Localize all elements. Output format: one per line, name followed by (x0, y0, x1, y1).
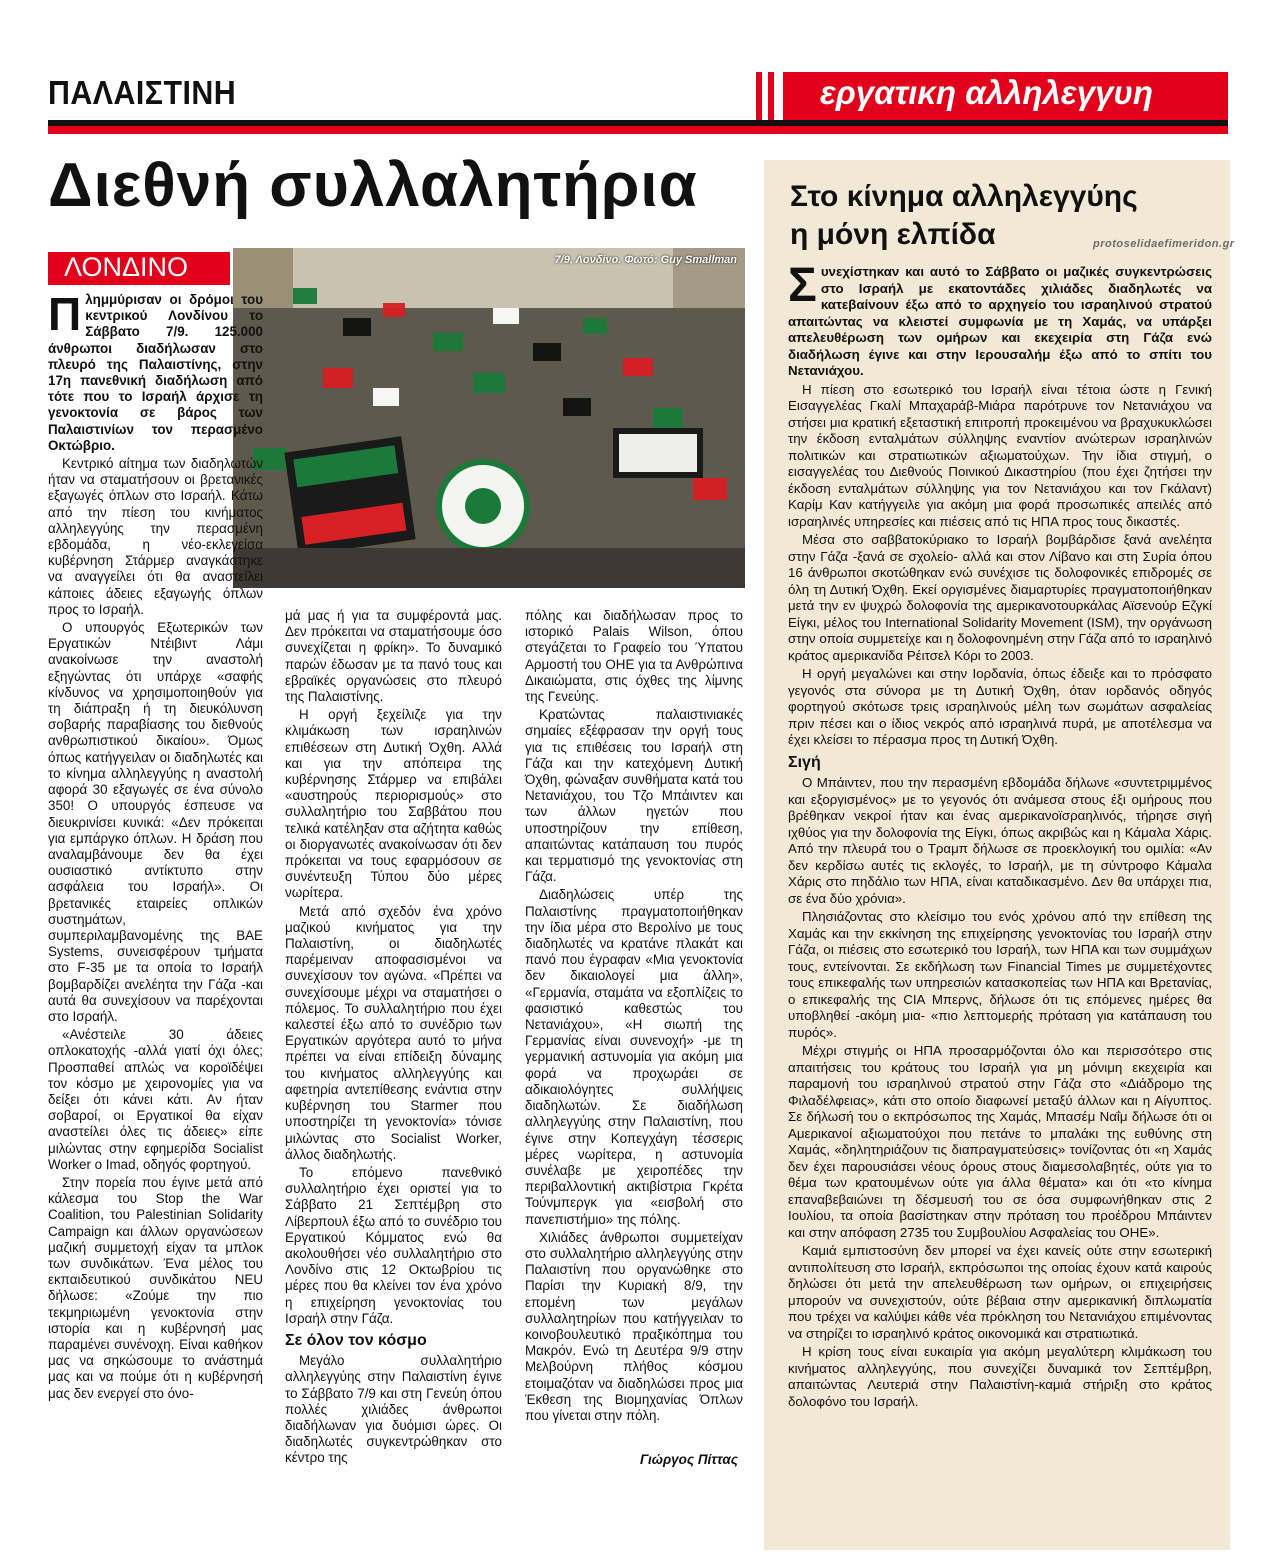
article-headline: Διεθνή συλλαλητήρια (48, 151, 698, 220)
article-paragraph: Διαδηλώσεις υπέρ της Παλαιστίνης πραγματοποιήθηκαν την ίδια μέρα στο Βερολίνο με τους διαδηλωτές να κρατάνε πλακάτ και πανό που έγραφαν «Μια γενοκτονία δεν δικαιολογεί μια άλλη», «Γερμανία, σταμάτα να εξοπλίζεις το φασιστικό καθεστώς του Νετανιάχου», «Η σιωπή της Γερμανίας είναι συνενοχή» -με τη γερμανική αστυνομία για ακόμη μια φορά να προχωράει σε αδικαιολόγητες συλλήψεις διαδηλωτών. Σε διαδήλωση αλληλεγγύης στην Παλαιστίνη, που έγινε στην Κοπεγχάγη τέσσερις μέρες νωρίτερα, η αστυνομία συνέλαβε με χειροπέδες την περιβαλλοντική ακτιβίστρια Γκρέτα Τούνμπεργκ για «εισβολή στο πανεπιστήμιο» της πόλης. (525, 887, 743, 1227)
article-dropcap: Π (48, 288, 82, 340)
article-paragraph: Μεγάλο συλλαλητήριο αλληλεγγύης στην Παλαιστίνη έγινε το Σάββατο 7/9 και στη Γενεύη όπου πολλές χιλιάδες άνθρωποι διαδήλωναν για δυόμισι ώρες. Οι διαδηλωτές συγκεντρώθηκαν στο κέντρο της (285, 1353, 502, 1466)
sidebar-title-line-2: η μόνη ελπίδα (790, 218, 996, 251)
newspaper-name: εργατικη αλληλεγγυη (820, 74, 1154, 111)
sidebar-paragraph: Μέσα στο σαββατοκύριακο το Ισραήλ βομβάρδισε ξανά ανελέητα στην Γάζα -ξανά σε σχολείο- αλλά και στον Λίβανο και στη Συρία όπου 16 άνθρωποι σκοτώθηκαν ενώ συνέχισε τις δολοφονικές επιδρομές σε όλη τη Δυτική Όχθη. Εκεί οργισμένες διαμαρτυρίες πραγματοποιήθηκαν μετά την εν ψυχρώ δολοφονία της αμερικανοτουρκάλας Αϊσενούρ Εζγκί Είγκι, μέλος του International Solidarity Movement (ISM), την οργάνωση στην οποία συμμετείχε και η δολοφονημένη στην Γάζα από το ισραηλινό κράτος αμερικανίδα Ρέιτσελ Κόρι το 2003. (788, 532, 1212, 663)
article-paragraph: Το επόμενο πανεθνικό συλλαλητήριο έχει οριστεί για το Σάββατο 21 Σεπτέμβρη στο Λίβερπουλ έξω από το συνέδριο του Εργατικού Κόμματος ενώ θα ακολουθήσει νέο συλλαλητήριο στο Λονδίνο στις 12 Οκτωβρίου τις μέρες που θα κλείνει τον ένα χρόνο η επιχείρηση γενοκτονίας του Ισραήλ στην Γάζα. (285, 1164, 502, 1326)
article-paragraph: Μετά από σχεδόν ένα χρόνο μαζικού κινήματος για την Παλαιστίνη, οι διαδηλωτές παρέμειναν αποφασισμένοι να συνεχίσουν τον αγώνα. «Πρέπει να συνεχίσουμε μέχρι να σταματήσει ο πόλεμος. Το συλλαλητήριο που έχει καλεστεί έξω από το συνέδριο των Εργατικών αργότερα αυτό το μήνα πρέπει να είναι επίδειξη δύναμης του κινήματος αλληλεγγύης και αφετηρία αντεπίθεσης ενάντια στην κυβέρνηση του Starmer που υποστηρίζει τη γενοκτονία» τόνισε μιλώντας στο Socialist Worker, άλλος διαδηλωτής. (285, 903, 502, 1162)
article-column-2 (285, 608, 502, 1469)
sidebar-text (788, 259, 1212, 1412)
sidebar-title (790, 178, 1138, 254)
article-paragraph: Στην πορεία που έγινε μετά από κάλεσμα του Stop the War Coalition, του Palestinian Solidarity Campaign και άλλων οργανώσεων μαζική συμμετοχή είχαν τα μπλοκ των συνδικάτων. Ένα μέλος του εκπαιδευτικού συνδικάτου NEU δήλωσε: «Ζούμε την πιο τεκμηριωμένη γενοκτονία στην ιστορία και η κυβέρνησή μας παραμένει συνένοχη. Είναι καθήκον μας να σηκώσουμε το ανάστημά μας και να πούμε ότι η κυβέρνησή μας δεν ενεργεί στο όνο- (48, 1174, 263, 1401)
article-paragraph: «Ανέστειλε 30 άδειες οπλοκατοχής -αλλά γιατί όχι όλες; Προσπαθεί απλώς να κοροϊδέψει τον κόσμο με χειρονομίες για να δείξει ότι κάνει κάτι. Αν ήταν σοβαροί, οι Εργατικοί θα είχαν αναστείλει όλες τις άδειες» είπε μιλώντας στην εφημερίδα Socialist Worker ο Imad, οδηγός φορτηγού. (48, 1027, 263, 1172)
article-paragraph: μά μας ή για τα συμφέροντά μας. Δεν πρόκειται να σταματήσουμε όσο συνεχίζεται η φρίκη». Το δυναμικό παρών έδωσαν με τα πανό τους και εβραϊκές οργανώσεις στο πλευρό της Παλαιστίνης. (285, 608, 502, 705)
sidebar-paragraph: Ο Μπάιντεν, που την περασμένη εβδομάδα δήλωνε «συντετριμμένος και εξοργισμένος» με το γεγονός ότι ανάμεσα στους έξι ομήρους που βρέθηκαν νεκροί ήταν και ένας αμερικανοϊσραηλινός, τήρησε σιγή ιχθύος για την δολοφονία της Είγκι, όπως ακριβώς και η Κάμαλα Χάρις. Από την πλευρά του ο Τραμπ δήλωσε σε προεκλογική του ομιλία: «Αν δεν κερδίσω αυτές τις εκλογές, το Ισραήλ, με τη σύντροφο Κάμαλα Χάρις στο πηδάλιο των ΗΠΑ, είναι καταδικασμένο. Δεν θα υπάρχει πια, σε ένα δύο χρόνια». (788, 775, 1212, 906)
article-lead: Πλημμύρισαν οι δρόμοι του κεντρικού Λονδίνου το Σάββατο 7/9. 125.000 άνθρωποι διαδήλωσαν στο πλευρό της Παλαιστίνης, στην 17η πανεθνική διαδήλωση από τότε που το Ισραήλ άρχισε τη γενοκτονία σε βάρος των Παλαιστινίων τον περασμένο Οκτώβριο. (48, 288, 263, 453)
protest-photo-illustration (233, 248, 745, 588)
article-subhead: Σε όλον τον κόσμο (285, 1331, 427, 1349)
article-paragraph: Κρατώντας παλαιστινιακές σημαίες εξέφρασαν την οργή τους για τις επιθέσεις του Ισραήλ στη Γάζα και την κατεχόμενη Δυτική Όχθη, φώναξαν συνθήματα κατά του Νετανιάχου, του Τζο Μπάιντεν και των άλλων ηγετών που υποστηρίζουν την επίθεση, απαιτώντας κατάπαυση του πυρός και τερματισμό της γενοκτονίας στη Γάζα. (525, 707, 743, 885)
article-paragraph: Χιλιάδες άνθρωποι συμμετείχαν στο συλλαλητήριο αλληλεγγύης στην Παλαιστίνη που οργανώθηκε στο Παρίσι την Κυριακή 8/9, την επομένη των μεγάλων συλλαλητηρίων που κατήγγειλαν το κοινοβουλευτικό πραξικόπημα του Μακρόν. Ενώ τη Δευτέρα 9/9 στην Μελβούρνη πλήθος κόσμου ετοιμαζόταν να διαδηλώσει προς μια Έκθεση της Βιομηχανίας Όπλων που γίνεται στην πόλη. (525, 1229, 743, 1423)
photo-caption: 7/9, Λονδίνο. Φωτό: Guy Smallman (554, 254, 737, 266)
section-title-left: ΠΑΛΑΙΣΤΙΝΗ (48, 74, 237, 111)
sidebar-paragraph: Πλησιάζοντας στο κλείσιμο του ενός χρόνου από την επίθεση της Χαμάς και την εκκίνηση της επιχείρησης γενοκτονίας του Ισραήλ στην Γάζα, οι πιέσεις στο εσωτερικό του Ισραήλ, των ΗΠΑ και των συμμάχων τους, εντείνονται. Σε εκδήλωση των Financial Times με συμμετέχοντες τους επικεφαλής των υπηρεσιών κατασκοπείας των ΗΠΑ και Βρετανίας, ο επικεφαλής της CIA Μπερνς, δήλωσε ότι τις επόμενες ημέρες θα υποβληθεί -ακόμη μια- «πιο λεπτομερής πρόταση για κατάπαυση του πυρός». (788, 909, 1212, 1040)
location-label: ΛΟΝΔΙΝΟ (64, 252, 189, 282)
sidebar-subhead: Σιγή (788, 753, 821, 771)
header-red-bar-1 (756, 72, 762, 120)
article-paragraph: Ο υπουργός Εξωτερικών των Εργατικών Ντέιβιντ Λάμι ανακοίνωσε την αναστολή εξηγώντας ότι υπάρχε «σαφής κίνδυνος να χρησιμοποιηθούν για τη διάπραξη ή τη διευκόλυνση σοβαρής παραβίασης του διεθνούς ανθρωπιστικού δικαίου». Όμως όπως κατήγγειλαν οι διαδηλωτές και το κίνημα αλληλεγγύης η αναστολή αφορά 30 εξαγωγές σε ένα σύνολο 350! Ο υπουργός έσπευσε να διευκρινίσει κυνικά: «Δεν πρόκειται για εμπάργκο όπλων. Η δράση που αναλαμβάνουμε δεν θα έχει ουσιαστικό αντίκτυπο στην ασφάλεια του Ισραήλ». Οι βρετανικές εταιρείες οπλικών συστημάτων, συμπεριλαμβανομένης της BAE Systems, συνεισφέρουν τμήματα στο F-35 με τα οποία το Ισραήλ βομβαρδίζει ανελέητα την Γάζα -και αυτά θα συνεχίσουν να παρέχονται στο Ισραήλ. (48, 620, 263, 1024)
sidebar-dropcap: Σ (788, 259, 817, 312)
sidebar-title-line-1: Στο κίνημα αλληλεγγύης (790, 180, 1138, 213)
sidebar-paragraph: Καμιά εμπιστοσύνη δεν μπορεί να έχει κανείς ούτε στην εσωτερική αντιπολίτευση στο Ισραήλ, εκπρόσωποι της οποίας έχουν κατά καιρούς δηλώσει ότι μετά την απελευθέρωση των ομήρων, οι επιχειρήσεις μπορούν να συνεχιστούν, ούτε βέβαια στην αμερικανική διπλωματία που τρέχει να καλύψει κάθε νέα πρόκληση του Νετανιάχου επιμένοντας να στηρίζει το ισραηλινό κράτος οικονομικά και στρατιωτικά. (788, 1243, 1212, 1341)
article-column-1 (48, 288, 263, 1404)
header-rule-red (48, 126, 1228, 134)
article-paragraph: Η οργή ξεχείλιζε για την κλιμάκωση των ισραηλινών επιθέσεων στη Δυτική Όχθη. Αλλά και για την απόπειρα της κυβέρνησης Στάρμερ να επιβάλει «αυστηρούς περιορισμούς» στο συλλαλητήριο του Σαββάτου που τελικά κατέληξαν στα αζήτητα καθώς οι διοργανωτές ανακοίνωσαν ότι δεν πρόκειται να τους εφαρμόσουν σε συνέντευξη Τύπου δύο μέρες νωρίτερα. (285, 707, 502, 901)
header-red-bar-2 (768, 72, 774, 120)
sidebar-paragraph: Η οργή μεγαλώνει και στην Ιορδανία, όπως έδειξε και το πρόσφατο γεγονός στα σύνορα με τη Δυτική Όχθη, όταν ιορδανός οδηγός φορτηγού σκότωσε τρεις ισραηλινούς μέλη των σωμάτων ασφαλείας πριν πέσει και ο ίδιος νεκρός από ισραηλινά πυρά, με αποτέλεσμα να έχει κλείσει το πέρασμα προς τη Δυτική Όχθη. (788, 666, 1212, 747)
sidebar-paragraph: Η πίεση στο εσωτερικό του Ισραήλ είναι τέτοια ώστε η Γενική Εισαγγελέας Γκαλί Μπαχαράβ-Μιάρα παρότρυνε τον Νετανιάχου να στήσει μια κρατική εξεταστική επιτροπή προκειμένου να βραχυκυκλώσει την έκδοση ενταλμάτων σύλληψης εναντίον ανώτερων ισραηλινών πολιτικών και στρατιωτικών αξιωματούχων. Την ίδια στιγμή, ο εισαγγελέας του Διεθνούς Ποινικού Δικαστηρίου (που έχει ζητήσει την έκδοση ενταλμάτων σύλληψης για τον Νετανιάχου και τον Γκάλαντ) Καρίμ Καν κατήγγειλε για ακόμη μια φορά προσωπικές απειλές από ισραηλινές υπηρεσίες και πιέσεις από τις ΗΠΑ προς τους δικαστές. (788, 381, 1212, 529)
article-column-3 (525, 608, 743, 1426)
sidebar-paragraph: Η κρίση τους είναι ευκαιρία για ακόμη μεγαλύτερη κλιμάκωση του κινήματος αλληλεγγύης, που συνεχίζει δυναμικά τον Σεπτέμβρη, απαιτώντας Λευτεριά στην Παλαιστίνη-καμιά στήριξη στο κράτος δολοφόνο του Ισραήλ. (788, 1344, 1212, 1409)
protest-photo (233, 248, 745, 588)
article-paragraph: Κεντρικό αίτημα των διαδηλωτών ήταν να σταματήσουν οι βρετανικές εξαγωγές όπλων στο Ισραήλ. Κάτω από την πίεση του κινήματος αλληλεγγύης την περασμένη εβδομάδα, η νέο-εκλεγείσα κυβέρνηση Στάρμερ αναγκάστηκε να αναγγείλει ότι θα αναστείλει κάποιες άδειες εξαγωγής όπλων προς το Ισραήλ. (48, 456, 263, 617)
watermark: protoselidaefimeridon.gr (1093, 238, 1235, 250)
article-author: Γιώργος Πίττας (640, 1452, 738, 1467)
sidebar-paragraph: Μέχρι στιγμής οι ΗΠΑ προσαρμόζονται όλο και περισσότερο στις απαιτήσεις του κράτους του Ισραήλ για μη μόνιμη εκεχειρία και παραμονή του ισραηλινού στρατού στην Γάζα στο «Διάδρομο της Φιλαδέλφειας», κάτι στο οποίο διαφωνεί μεταξύ άλλων και η Αίγυπτος. Σε δήλωσή του ο εκπρόσωπος της Χαμάς, Μπασέμ Ναΐμ δήλωσε ότι οι Αμερικανοί αξιωματούχοι που πετάνε το μπαλάκι της ευθύνης στη Χαμάς, «δηλητηριάζουν τις διαπραγματεύσεις» τονίζοντας ότι «η Χαμάς δεν έχει παρουσιάσει νέους όρους στους διαμεσολαβητές, ούτε για το θέμα των κρατουμένων ούτε για άλλα θέματα» και ότι «το κίνημα επαναβεβαιώνει τη δέσμευσή του σε όσα συμφωνήθηκαν στις 2 Ιουλίου, τα οποία βασίστηκαν στην πρόταση του προέδρου Μπάιντεν και στην απόφαση 2735 του Συμβουλίου Ασφαλείας του ΟΗΕ». (788, 1043, 1212, 1240)
sidebar-lead: Συνεχίστηκαν και αυτό το Σάββατο οι μαζικές συγκεντρώσεις στο Ισραήλ με εκατοντάδες χιλιάδες διαδηλωτές να κατεβαίνουν έξω από το αρχηγείο του ισραηλινού στρατού απαιτώντας να κλειστεί συμφωνία με τη Χαμάς, να υπάρξει απελευθέρωση των ομήρων και εκεχειρία στη Γάζα ενώ διαδήλωση έγινε και στην Ιερουσαλήμ έξω από το σπίτι του Νετανιάχου. (788, 259, 1212, 378)
article-paragraph: πόλης και διαδήλωσαν προς το ιστορικό Palais Wilson, όπου στεγάζεται το Γραφείο του Ύπατου Αρμοστή του ΟΗΕ για τα Ανθρώπινα Δικαιώματα, στις όχθες της λίμνης της Γενεύης. (525, 608, 743, 705)
